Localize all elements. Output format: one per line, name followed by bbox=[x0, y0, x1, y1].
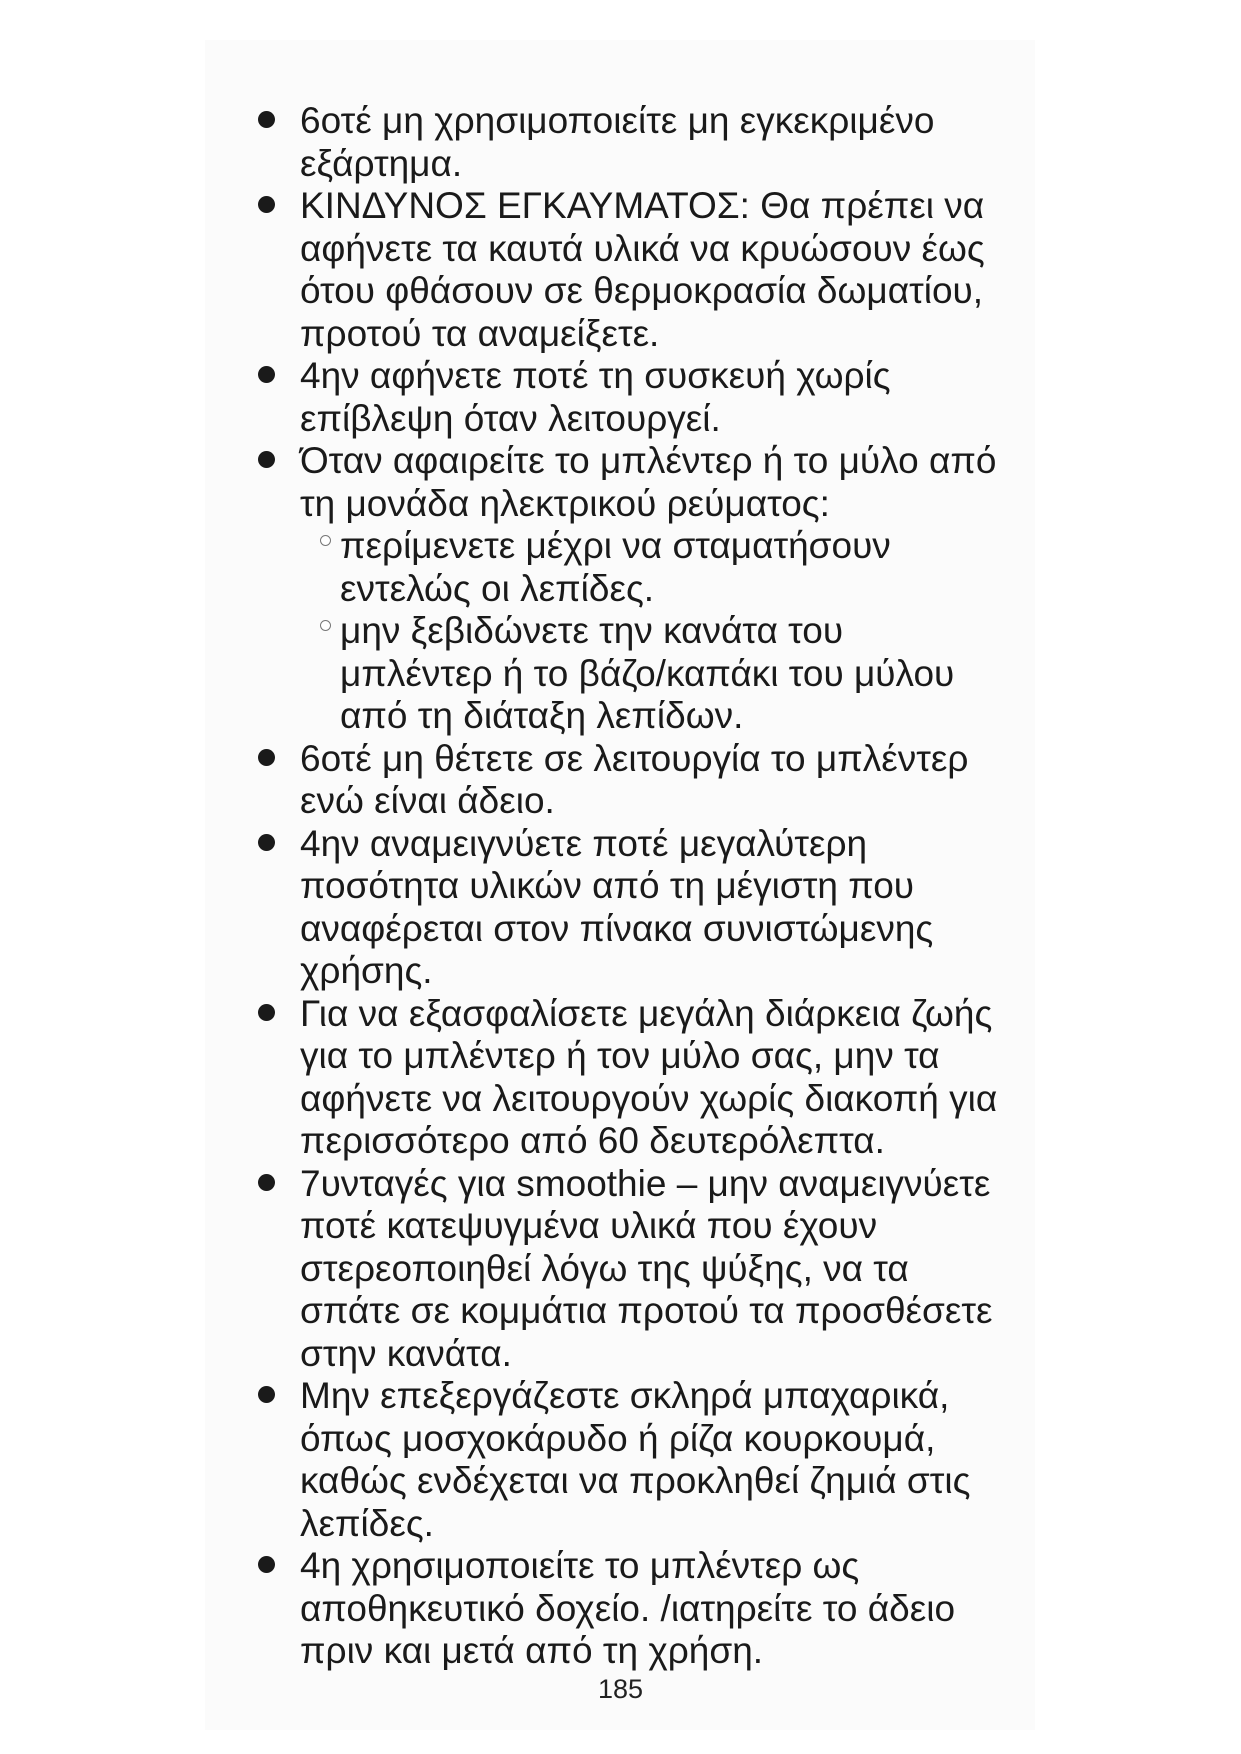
item-text: 4ην αναμειγνύετε ποτέ μεγαλύτερη ποσότητα υλικών από τη μέγιστη που αναφέρεται στον πίνακα συνιστώμενης χρήσης. bbox=[300, 822, 934, 991]
list-item bbox=[300, 440, 1000, 738]
sub-list-item bbox=[340, 610, 1000, 738]
bullet-icon bbox=[258, 749, 275, 766]
item-text: Μην επεξεργάζεστε σκληρά μπαχαρικά, όπως μοσχοκάρυδο ή ρίζα κουρκουμά, καθώς ενδέχεται να προκληθεί ζημιά στις λεπίδες. bbox=[300, 1375, 971, 1544]
bullet-list bbox=[300, 100, 1000, 1673]
item-text: Για να εξασφαλίσετε μεγάλη διάρκεια ζωής για το μπλέντερ ή τον μύλο σας, μην τα αφήνετε να λειτουργούν χωρίς διακοπή για περισσότερο από 60 δευτερόλεπτα. bbox=[300, 992, 998, 1161]
sub-item-text: περίμενετε μέχρι να σταματήσουν εντελώς οι λεπίδες. bbox=[340, 525, 891, 609]
warning-heading: ΚΙΝΔΥΝΟΣ ΕΓΚΑΥΜΑΤΟΣ: bbox=[300, 185, 750, 226]
list-item bbox=[300, 355, 1000, 440]
sub-list-item bbox=[340, 525, 1000, 610]
list-item bbox=[300, 823, 1000, 993]
list-item bbox=[300, 1545, 1000, 1673]
bullet-icon bbox=[258, 196, 275, 213]
list-item bbox=[300, 1163, 1000, 1376]
bullet-icon bbox=[258, 834, 275, 851]
bullet-icon bbox=[258, 1386, 275, 1403]
list-item bbox=[300, 185, 1000, 355]
list-item bbox=[300, 1375, 1000, 1545]
item-text: Όταν αφαιρείτε το μπλέντερ ή το μύλο από τη μονάδα ηλεκτρικού ρεύματος: bbox=[300, 440, 997, 524]
bullet-icon bbox=[258, 1174, 275, 1191]
sub-list bbox=[300, 525, 1000, 738]
item-text: 6οτέ μη θέτετε σε λειτουργία το μπλέντερ ενώ είναι άδειο. bbox=[300, 737, 969, 821]
item-text: 4ην αφήνετε ποτέ τη συσκευή χωρίς επίβλεψη όταν λειτουργεί. bbox=[300, 355, 891, 439]
list-item bbox=[300, 100, 1000, 185]
page-number: 185 bbox=[597, 1674, 644, 1704]
item-text: 7υνταγές για smoothie – μην αναμειγνύετε ποτέ κατεψυγμένα υλικά που έχουν στερεοποιηθεί λόγω της ψύξης, να τα σπάτε σε κομμάτια προτού τα προσθέσετε στην κανάτα. bbox=[300, 1162, 993, 1374]
list-item bbox=[300, 993, 1000, 1163]
list-item bbox=[300, 738, 1000, 823]
bullet-icon bbox=[258, 111, 275, 128]
circle-bullet-icon bbox=[320, 535, 331, 546]
circle-bullet-icon bbox=[320, 620, 331, 631]
safety-instructions bbox=[300, 100, 1000, 1673]
item-text: 4η χρησιμοποιείτε το μπλέντερ ως αποθηκευτικό δοχείο. /ιατηρείτε το άδειο πριν και μετά από τη χρήση. bbox=[300, 1545, 956, 1671]
item-text: 6οτέ μη χρησιμοποιείτε μη εγκεκριμένο εξάρτημα. bbox=[300, 100, 935, 184]
item-text: Θα πρέπει να αφήνετε τα καυτά υλικά να κρυώσουν έως ότου φθάσουν σε θερμοκρασία δωματίου, προτού τα αναμείξετε. bbox=[300, 185, 985, 354]
sub-item-text: μην ξεβιδώνετε την κανάτα του μπλέντερ ή το βάζο/καπάκι του μύλου από τη διάταξη λεπίδων. bbox=[340, 610, 955, 736]
bullet-icon bbox=[258, 366, 275, 383]
bullet-icon bbox=[258, 1004, 275, 1021]
bullet-icon bbox=[258, 451, 275, 468]
bullet-icon bbox=[258, 1556, 275, 1573]
